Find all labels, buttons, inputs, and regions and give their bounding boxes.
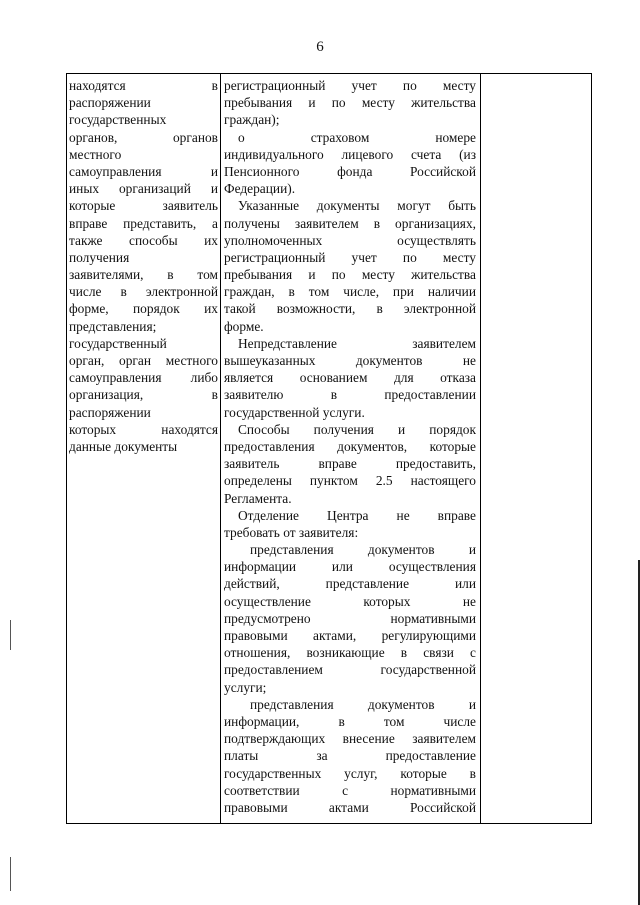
column-2-line: Отделение Центра не вправе <box>238 507 476 523</box>
column-1-line: получения <box>69 249 130 265</box>
column-1-line: вправе представить, а <box>69 215 218 231</box>
column-2-line: предусмотрено нормативными <box>224 610 476 626</box>
column-2-line: отношения, возникающие в связи с <box>224 645 476 661</box>
column-1-line: государственный <box>69 335 167 351</box>
column-2-line: правовыми актами Российской <box>224 799 476 815</box>
column-1-line: организация, в <box>69 387 218 403</box>
column-2-line: платы за предоставление <box>224 748 476 764</box>
column-1-line: распоряжении <box>69 95 151 111</box>
column-2-line: индивидуального лицевого счета (из <box>224 146 476 162</box>
column-2-line: пребывания и по месту жительства <box>224 267 476 283</box>
column-2-line: регистрационный учет по месту <box>224 249 476 265</box>
column-1-line: государственных <box>69 112 167 128</box>
column-2-line: информации или осуществления <box>224 559 476 575</box>
column-2-line: услуги; <box>224 679 267 695</box>
column-2-line: подтверждающих внесение заявителем <box>224 731 476 747</box>
column-2-line: осуществление которых не <box>224 593 476 609</box>
scan-margin-mark <box>10 857 11 891</box>
column-2-line: действий, представление или <box>224 576 476 592</box>
column-2-line: вышеуказанных документов не <box>224 353 476 368</box>
column-2-line: предоставления документов, которые <box>224 438 476 454</box>
column-1-line: которые заявитель <box>69 198 218 214</box>
column-1-line: данные документы <box>69 438 178 454</box>
column-divider <box>220 74 221 823</box>
column-divider <box>480 74 481 823</box>
column-1-line: самоуправления и <box>69 163 218 179</box>
column-1-line: иных организаций и <box>69 181 218 197</box>
scan-margin-mark <box>10 620 11 650</box>
column-1-line: форме, порядок их <box>69 301 218 317</box>
column-2-line: государственных услуг, которые в <box>224 765 476 781</box>
column-1-line: орган, орган местного <box>69 353 218 368</box>
column-1-line: распоряжении <box>69 404 151 420</box>
column-2-line: Способы получения и порядок <box>238 421 476 437</box>
column-2-line: форме. <box>224 318 264 334</box>
column-2-line: Указанные документы могут быть <box>238 198 476 214</box>
column-2-line: граждан); <box>224 112 280 128</box>
column-2-line: правовыми актами, регулирующими <box>224 628 476 643</box>
column-2-line: Федерации). <box>224 181 296 197</box>
column-2-line: является основанием для отказа <box>224 370 476 386</box>
column-2-line: государственной услуги. <box>224 404 365 420</box>
column-2-line: представления документов и <box>250 542 476 558</box>
table-cell-column-1 <box>69 77 218 455</box>
column-2-line: граждан, в том числе, при наличии <box>224 284 476 300</box>
column-2-line: предоставлением государственной <box>224 662 476 678</box>
table-cell-column-2 <box>224 77 476 816</box>
column-1-line: которых находятся <box>69 421 218 437</box>
column-1-line: заявителями, в том <box>69 267 218 283</box>
column-2-line: Непредставление заявителем <box>238 335 476 351</box>
column-1-line: самоуправления либо <box>69 370 218 386</box>
column-2-line: уполномоченных осуществлять <box>224 232 476 248</box>
column-1-line: местного <box>69 146 122 162</box>
column-2-line: пребывания и по месту жительства <box>224 95 476 111</box>
document-table <box>66 73 592 824</box>
column-2-line: Пенсионного фонда Российской <box>224 163 476 179</box>
column-1-line: находятся в <box>69 78 218 93</box>
column-2-line: получены заявителем в организациях, <box>224 215 476 231</box>
column-2-line: соответствии с нормативными <box>224 782 476 798</box>
column-2-line: Регламента. <box>224 490 292 506</box>
column-1-line: числе в электронной <box>69 284 218 300</box>
page-number: 6 <box>316 39 324 55</box>
column-2-line: представления документов и <box>250 696 476 712</box>
column-2-line: такой возможности, в электронной <box>224 301 476 317</box>
column-1-line: также способы их <box>69 232 218 248</box>
column-2-line: регистрационный учет по месту <box>224 78 476 93</box>
column-2-line: требовать от заявителя: <box>224 524 359 540</box>
column-2-line: определены пунктом 2.5 настоящего <box>224 473 476 489</box>
column-2-line: заявителю в предоставлении <box>224 387 476 403</box>
column-1-line: органов, органов <box>69 129 218 145</box>
column-2-line: о страховом номере <box>238 129 476 145</box>
column-1-line: представления; <box>69 318 157 334</box>
column-2-line: заявитель вправе предоставить, <box>224 456 476 472</box>
column-2-line: информации, в том числе <box>224 713 476 729</box>
